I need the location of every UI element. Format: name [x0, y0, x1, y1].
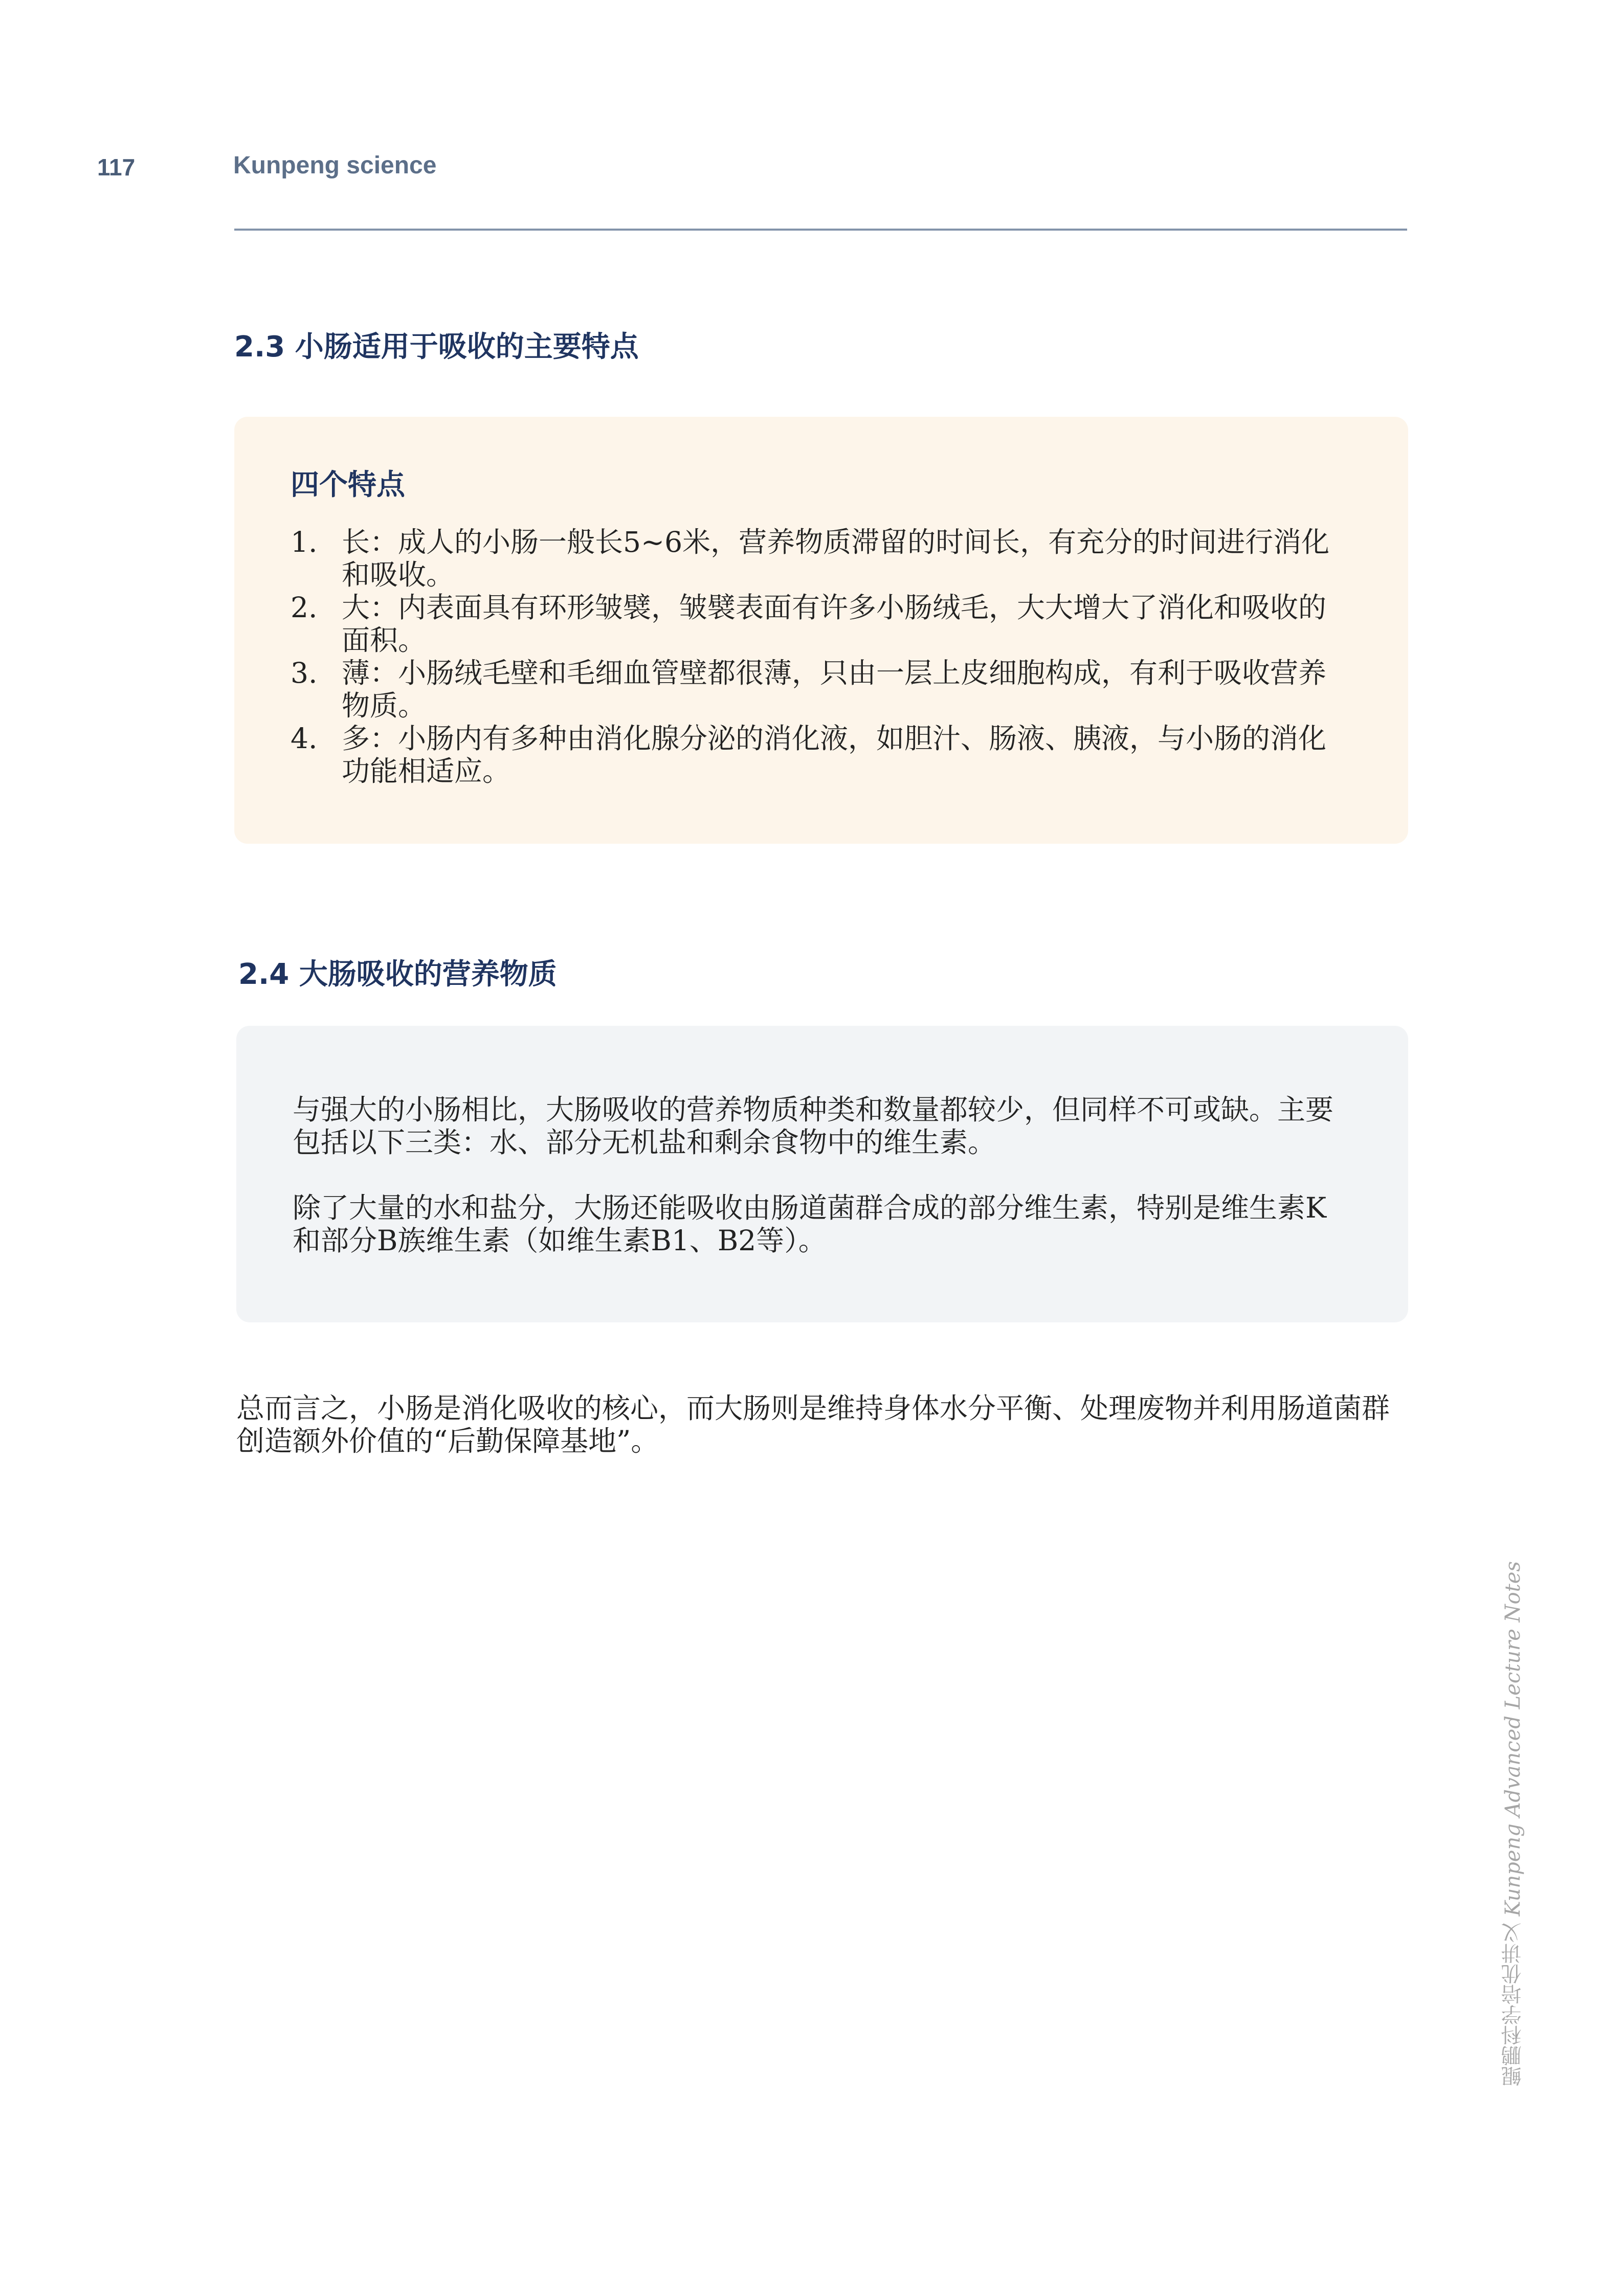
list-item: [291, 657, 1349, 722]
page-number: 117: [97, 154, 136, 181]
list-item-text: 大：内表面具有环形皱襞，皱襞表面有许多小肠绒毛，大大增大了消化和吸收的面积。: [342, 591, 1327, 657]
section-heading-2-4: 2.4 大肠吸收的营养物质: [238, 958, 557, 992]
callout-title: 四个特点: [291, 468, 405, 502]
large-intestine-callout-box: [236, 1026, 1408, 1322]
list-item-text: 多：小肠内有多种由消化腺分泌的消化液，如胆汁、肠液、胰液，与小肠的消化功能相适应。: [342, 722, 1327, 788]
header-divider: [234, 229, 1407, 231]
feature-list: [291, 526, 1349, 787]
summary-paragraph: 总而言之，小肠是消化吸收的核心，而大肠则是维持身体水分平衡、处理废物并利用肠道菌群创造额外价值的“后勤保障基地”。: [236, 1392, 1390, 1457]
list-item: [291, 722, 1349, 787]
vertical-side-label: [1498, 1561, 1528, 2086]
running-head: Kunpeng science: [233, 152, 437, 179]
list-item-number: 4.: [291, 722, 318, 755]
paragraph: 与强大的小肠相比，大肠吸收的营养物质种类和数量都较少，但同样不可或缺。主要包括以下三类：水、部分无机盐和剩余食物中的维生素。: [293, 1093, 1334, 1159]
list-item-text: 长：成人的小肠一般长5~6米，营养物质滞留的时间长，有充分的时间进行消化和吸收。: [342, 526, 1330, 592]
side-label-english: Kunpeng Advanced Lecture Notes: [1501, 1561, 1525, 1917]
list-item-number: 2.: [291, 591, 318, 624]
section-heading-2-3: 2.3 小肠适用于吸收的主要特点: [234, 330, 639, 364]
list-item: [291, 591, 1349, 657]
list-item: [291, 526, 1349, 591]
list-item-number: 3.: [291, 657, 318, 690]
features-callout-box: [234, 417, 1408, 844]
list-item-text: 薄：小肠绒毛壁和毛细血管壁都很薄，只由一层上皮细胞构成，有利于吸收营养物质。: [342, 657, 1327, 723]
list-item-number: 1.: [291, 526, 318, 559]
paragraph: 除了大量的水和盐分，大肠还能吸收由肠道菌群合成的部分维生素，特别是维生素K和部分B族维生素（如维生素B1、B2等）。: [293, 1191, 1327, 1257]
side-label-chinese: 鲲鹏科学培优讲义: [1501, 1923, 1525, 2086]
